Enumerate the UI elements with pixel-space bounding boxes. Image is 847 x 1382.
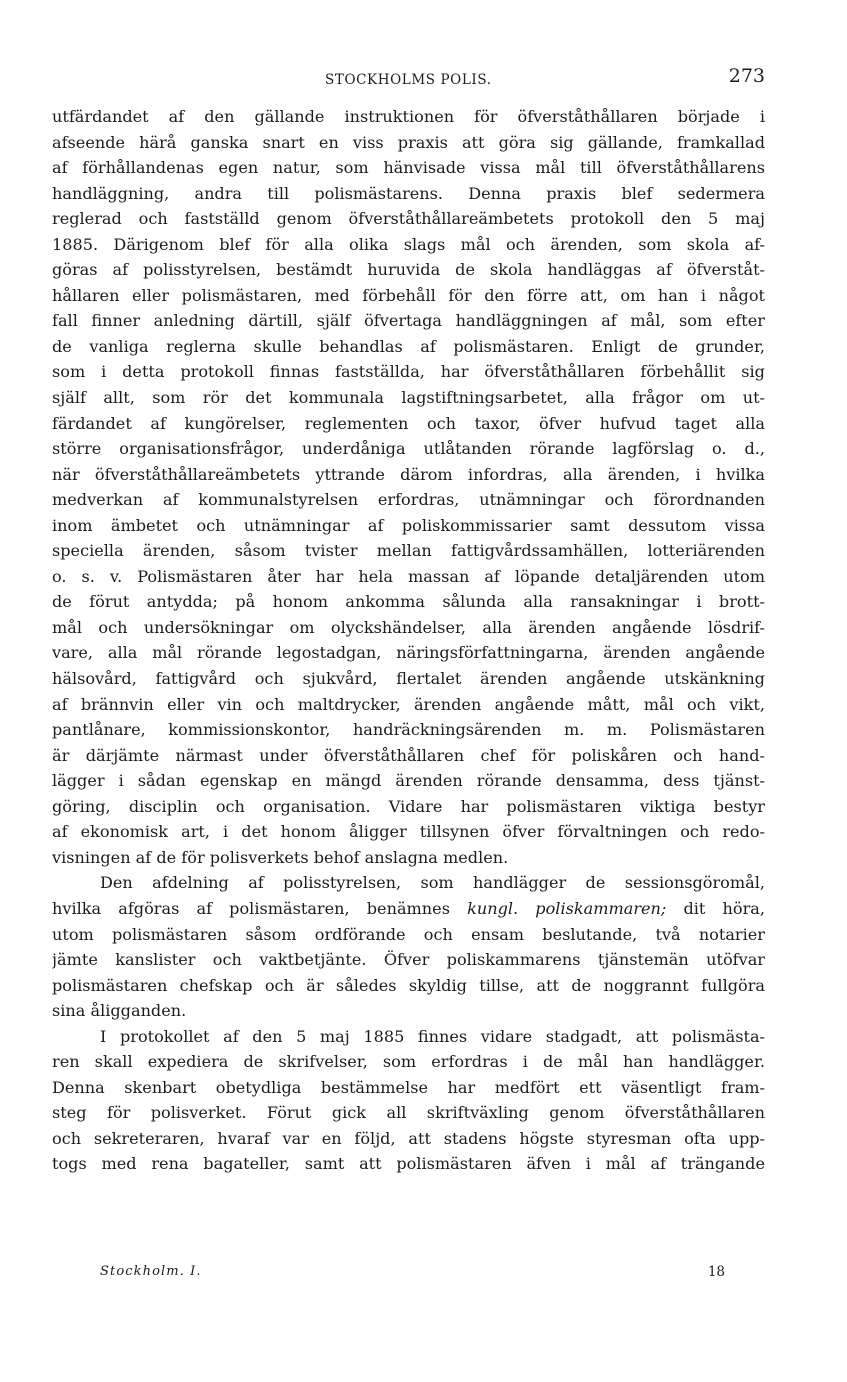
text-line: vare, alla mål rörande legostadgan, näringsförfattningarna, ärenden angående xyxy=(52,643,765,663)
text-line: Den afdelning af polisstyrelsen, som handlägger de sessionsgöromål, xyxy=(100,873,765,893)
text-line: de vanliga reglerna skulle behandlas af polismästaren. Enligt de grunder, xyxy=(52,336,765,356)
text-segment: dit höra, xyxy=(666,898,765,918)
text-line: handläggning, andra till polismästarens. Denna praxis blef sedermera xyxy=(52,183,765,203)
text-line: när öfverståthållareämbetets yttrande därom infordras, alla ärenden, i hvilka xyxy=(52,464,765,484)
text-line: hälsovård, fattigvård och sjukvård, flertalet ärenden angående utskänkning xyxy=(52,669,765,689)
signature-mark: Stockholm. I. xyxy=(100,1264,202,1279)
text-line: o. s. v. Polismästaren åter har hela massan af löpande detaljärenden utom xyxy=(52,566,765,586)
text-line: jämte kanslister och vaktbetjänte. Öfver poliskammarens tjänstemän utöfvar xyxy=(52,950,765,970)
text-line: visningen af de för polisverkets behof anslagna medlen. xyxy=(52,847,509,867)
text-line: göras af polisstyrelsen, bestämdt huruvida de skola handläggas af öfverståt- xyxy=(52,260,765,280)
text-line: af ekonomisk art, i det honom åligger tillsynen öfver förvaltningen och redo- xyxy=(52,822,765,842)
text-line: Denna skenbart obetydliga bestämmelse har medfört ett väsentligt fram- xyxy=(52,1077,765,1097)
body-text xyxy=(52,104,765,1177)
text-line: ren skall expediera de skrifvelser, som erfordras i de mål han handlägger. xyxy=(52,1052,765,1072)
text-line: färdandet af kungörelser, reglementen och taxor, öfver hufvud taget alla xyxy=(52,413,765,433)
italic-term: kungl. poliskammaren; xyxy=(467,898,667,918)
text-line: polismästaren chefskap och är således skyldig tillse, att de noggrannt fullgöra xyxy=(52,975,765,995)
text-line: själf allt, som rör det kommunala lagstiftningsarbetet, alla frågor om ut- xyxy=(52,388,765,408)
text-line: sina åligganden. xyxy=(52,1001,187,1021)
text-line: fall finner anledning därtill, själf öfvertaga handläggningen af mål, som efter xyxy=(52,311,765,331)
text-line: de förut antydda; på honom ankomma sålunda alla ransakningar i brott- xyxy=(52,592,765,612)
text-line: I protokollet af den 5 maj 1885 finnes vidare stadgadt, att polismästa- xyxy=(100,1026,765,1046)
page-footer xyxy=(100,1264,725,1284)
text-line: som i detta protokoll finnas fastställda, har öfverståthållaren förbehållit sig xyxy=(52,362,765,382)
text-line: 1885. Därigenom blef för alla olika slags mål och ärenden, som skola af- xyxy=(52,234,765,254)
page-header xyxy=(0,65,847,89)
signature-number: 18 xyxy=(707,1264,725,1280)
text-line xyxy=(52,896,765,922)
text-line: mål och undersökningar om olyckshändelser, alla ärenden angående lösdrif- xyxy=(52,617,765,637)
text-line: utfärdandet af den gällande instruktionen för öfverståthållaren började i xyxy=(52,107,765,126)
text-line: inom ämbetet och utnämningar af poliskommissarier samt dessutom vissa xyxy=(52,515,765,535)
text-line: utom polismästaren såsom ordförande och ensam beslutande, två notarier xyxy=(52,924,765,944)
text-line: är därjämte närmast under öfverståthållaren chef för poliskåren och hand- xyxy=(52,745,765,765)
text-line: af brännvin eller vin och maltdrycker, ärenden angående mått, mål och vikt, xyxy=(52,694,765,714)
text-line: lägger i sådan egenskap en mängd ärenden rörande densamma, dess tjänst- xyxy=(52,771,765,791)
text-line: pantlånare, kommissionskontor, handräckningsärenden m. m. Polismästaren xyxy=(52,720,765,740)
text-line: och sekreteraren, hvaraf var en följd, att stadens högste styresman ofta upp- xyxy=(52,1128,765,1148)
text-line: medverkan af kommunalstyrelsen erfordras, utnämningar och förordnanden xyxy=(52,490,765,510)
text-line: af förhållandenas egen natur, som hänvisade vissa mål till öfverståthållarens xyxy=(52,158,765,178)
text-line: större organisationsfrågor, underdåniga utlåtanden rörande lagförslag o. d., xyxy=(52,439,765,459)
page-number: 273 xyxy=(728,65,765,87)
text-line: togs med rena bagateller, samt att polismästaren äfven i mål af trängande xyxy=(52,1154,765,1174)
text-line: hållaren eller polismästaren, med förbehåll för den förre att, om han i något xyxy=(52,285,765,305)
text-line: afseende härå ganska snart en viss praxis att göra sig gällande, framkallad xyxy=(52,132,765,152)
running-title: STOCKHOLMS POLIS. xyxy=(325,72,492,88)
text-line: reglerad och fastställd genom öfverståthållareämbetets protokoll den 5 maj xyxy=(52,209,765,229)
text-line: göring, disciplin och organisation. Vidare har polismästaren viktiga bestyr xyxy=(52,796,765,816)
text-segment: hvilka afgöras af polismästaren, benämnes xyxy=(52,898,468,918)
text-line: steg för polisverket. Förut gick all skriftväxling genom öfverståthållaren xyxy=(52,1103,765,1123)
text-line: speciella ärenden, såsom tvister mellan fattigvårdssamhällen, lotteriärenden xyxy=(52,541,765,561)
